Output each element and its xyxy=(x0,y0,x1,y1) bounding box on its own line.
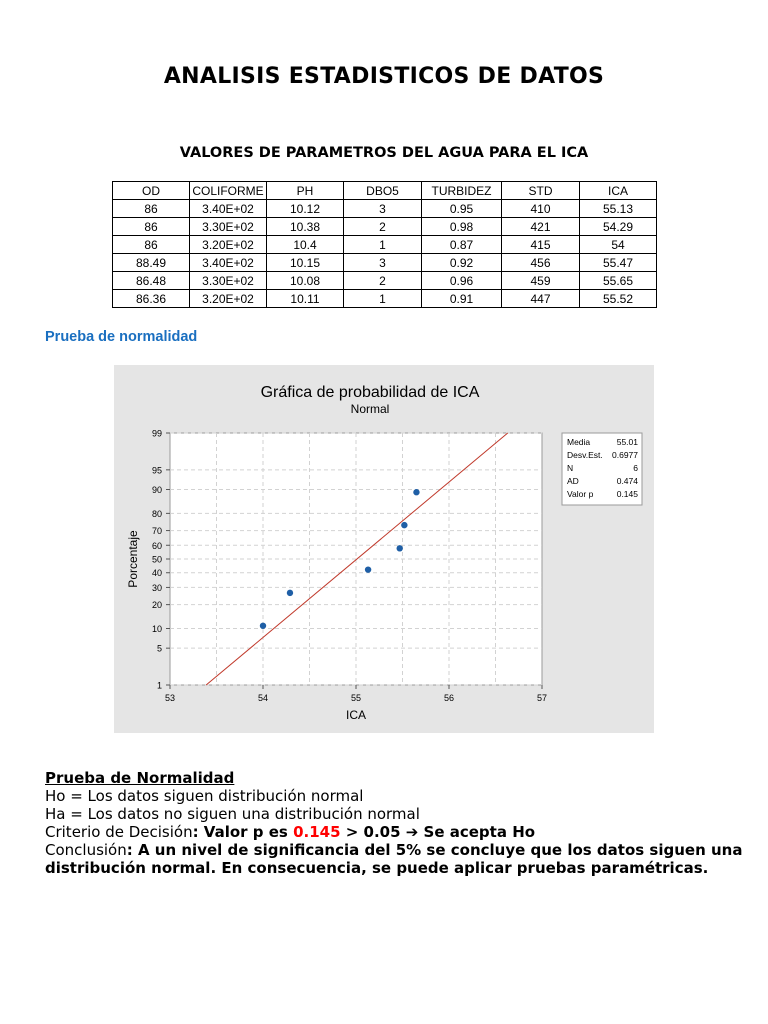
chart-subtitle: Normal xyxy=(350,402,390,416)
table-cell: 0.95 xyxy=(422,200,502,218)
data-point xyxy=(287,590,293,596)
table-cell: 3 xyxy=(344,200,422,218)
data-point xyxy=(365,566,371,572)
table-row xyxy=(113,236,657,254)
table-cell: 3 xyxy=(344,254,422,272)
table-cell: 1 xyxy=(344,290,422,308)
column-header: STD xyxy=(502,182,580,200)
table-cell: 3.40E+02 xyxy=(190,254,267,272)
data-point xyxy=(260,623,266,629)
x-tick-label: 54 xyxy=(257,693,269,703)
x-axis-label: ICA xyxy=(345,708,367,722)
null-hypothesis: Ho = Los datos siguen distribución normal xyxy=(45,787,364,805)
data-point xyxy=(397,545,403,551)
table-row xyxy=(113,290,657,308)
table-cell: 10.4 xyxy=(267,236,344,254)
table-cell: 55.52 xyxy=(580,290,657,308)
table-row xyxy=(113,254,657,272)
y-tick-label: 60 xyxy=(151,540,162,551)
table-header-row xyxy=(113,182,657,200)
section-heading-normality: Prueba de normalidad xyxy=(45,329,198,345)
conclusion-label: Conclusión xyxy=(45,841,127,859)
criterion-label: Criterio de Decisión xyxy=(45,823,193,841)
y-tick-label: 95 xyxy=(151,465,162,476)
data-point xyxy=(413,489,419,495)
table-cell: 10.12 xyxy=(267,200,344,218)
y-tick-label: 70 xyxy=(151,526,162,537)
criterion-text-b: > 0.05 ➔ Se acepta Ho xyxy=(340,823,536,841)
table-cell: 0.96 xyxy=(422,272,502,290)
legend-value: 55.01 xyxy=(616,437,638,447)
legend-label: N xyxy=(567,463,574,473)
x-tick-label: 53 xyxy=(164,693,176,703)
table-row xyxy=(113,200,657,218)
decision-criterion xyxy=(45,823,745,841)
table-cell: 2 xyxy=(344,272,422,290)
page-title: ANALISIS ESTADISTICOS DE DATOS xyxy=(163,64,605,89)
table-cell: 459 xyxy=(502,272,580,290)
probability-plot-svg xyxy=(114,365,654,733)
table-cell: 0.91 xyxy=(422,290,502,308)
conclusion-text: : A un nivel de significancia del 5% se concluye que los datos siguen una distribución normal. En consecuencia, se puede aplicar pruebas paramétricas. xyxy=(45,841,743,877)
table-cell: 10.38 xyxy=(267,218,344,236)
y-tick-label: 10 xyxy=(151,623,162,634)
table-cell: 10.11 xyxy=(267,290,344,308)
legend-label: AD xyxy=(567,476,579,486)
column-header: PH xyxy=(267,182,344,200)
y-tick-label: 5 xyxy=(156,643,162,654)
table-cell: 3.40E+02 xyxy=(190,200,267,218)
table-cell: 1 xyxy=(344,236,422,254)
table-cell: 410 xyxy=(502,200,580,218)
x-tick-label: 55 xyxy=(350,693,362,703)
table-cell: 54 xyxy=(580,236,657,254)
column-header: TURBIDEZ xyxy=(422,182,502,200)
table-cell: 10.15 xyxy=(267,254,344,272)
y-tick-label: 50 xyxy=(151,554,162,565)
x-tick-label: 57 xyxy=(536,693,548,703)
table-cell: 3.20E+02 xyxy=(190,290,267,308)
x-tick-label: 56 xyxy=(443,693,455,703)
table-cell: 447 xyxy=(502,290,580,308)
stats-legend xyxy=(562,433,642,505)
y-tick-label: 40 xyxy=(151,568,162,579)
normality-notes xyxy=(45,769,745,877)
legend-value: 6 xyxy=(633,463,638,473)
chart-title: Gráfica de probabilidad de ICA xyxy=(260,384,480,401)
column-header: OD xyxy=(113,182,190,200)
table-cell: 86 xyxy=(113,218,190,236)
legend-label: Media xyxy=(567,437,591,447)
table-cell: 0.87 xyxy=(422,236,502,254)
y-tick-label: 99 xyxy=(151,428,162,439)
legend-value: 0.474 xyxy=(616,476,638,486)
table-cell: 3.30E+02 xyxy=(190,218,267,236)
table-cell: 0.92 xyxy=(422,254,502,272)
table-cell: 3.30E+02 xyxy=(190,272,267,290)
y-tick-label: 80 xyxy=(151,508,162,519)
table-cell: 456 xyxy=(502,254,580,272)
table-cell: 86.36 xyxy=(113,290,190,308)
table-cell: 86 xyxy=(113,200,190,218)
column-header: DBO5 xyxy=(344,182,422,200)
table-cell: 86.48 xyxy=(113,272,190,290)
parameters-table xyxy=(112,181,657,308)
table-cell: 0.98 xyxy=(422,218,502,236)
x-axis-ticks xyxy=(165,685,547,703)
alt-hypothesis: Ha = Los datos no siguen una distribución normal xyxy=(45,805,420,823)
y-axis-label: Porcentaje xyxy=(126,530,140,588)
table-row xyxy=(113,272,657,290)
table-cell: 2 xyxy=(344,218,422,236)
table-cell: 88.49 xyxy=(113,254,190,272)
data-point xyxy=(401,522,407,528)
legend-value: 0.145 xyxy=(616,489,638,499)
probability-plot xyxy=(114,365,654,733)
column-header: ICA xyxy=(580,182,657,200)
table-cell: 421 xyxy=(502,218,580,236)
y-axis-ticks xyxy=(152,429,170,691)
table-cell: 415 xyxy=(502,236,580,254)
table-title: VALORES DE PARAMETROS DEL AGUA PARA EL ICA xyxy=(179,145,589,161)
table-cell: 86 xyxy=(113,236,190,254)
y-tick-label: 90 xyxy=(151,485,162,496)
legend-label: Desv.Est. xyxy=(567,450,603,460)
table-cell: 3.20E+02 xyxy=(190,236,267,254)
y-tick-label: 30 xyxy=(151,582,162,593)
notes-heading: Prueba de Normalidad xyxy=(45,769,235,787)
table-cell: 55.47 xyxy=(580,254,657,272)
y-tick-label: 1 xyxy=(156,680,162,691)
table-cell: 10.08 xyxy=(267,272,344,290)
y-tick-label: 20 xyxy=(151,600,162,611)
table-cell: 54.29 xyxy=(580,218,657,236)
table-row xyxy=(113,218,657,236)
table-cell: 55.13 xyxy=(580,200,657,218)
table-cell: 55.65 xyxy=(580,272,657,290)
legend-label: Valor p xyxy=(567,489,594,499)
criterion-text-a: : Valor p es xyxy=(192,823,294,841)
p-value-highlight: 0.145 xyxy=(293,823,341,841)
conclusion xyxy=(45,841,745,877)
column-header: COLIFORME xyxy=(190,182,267,200)
legend-value: 0.6977 xyxy=(612,450,638,460)
